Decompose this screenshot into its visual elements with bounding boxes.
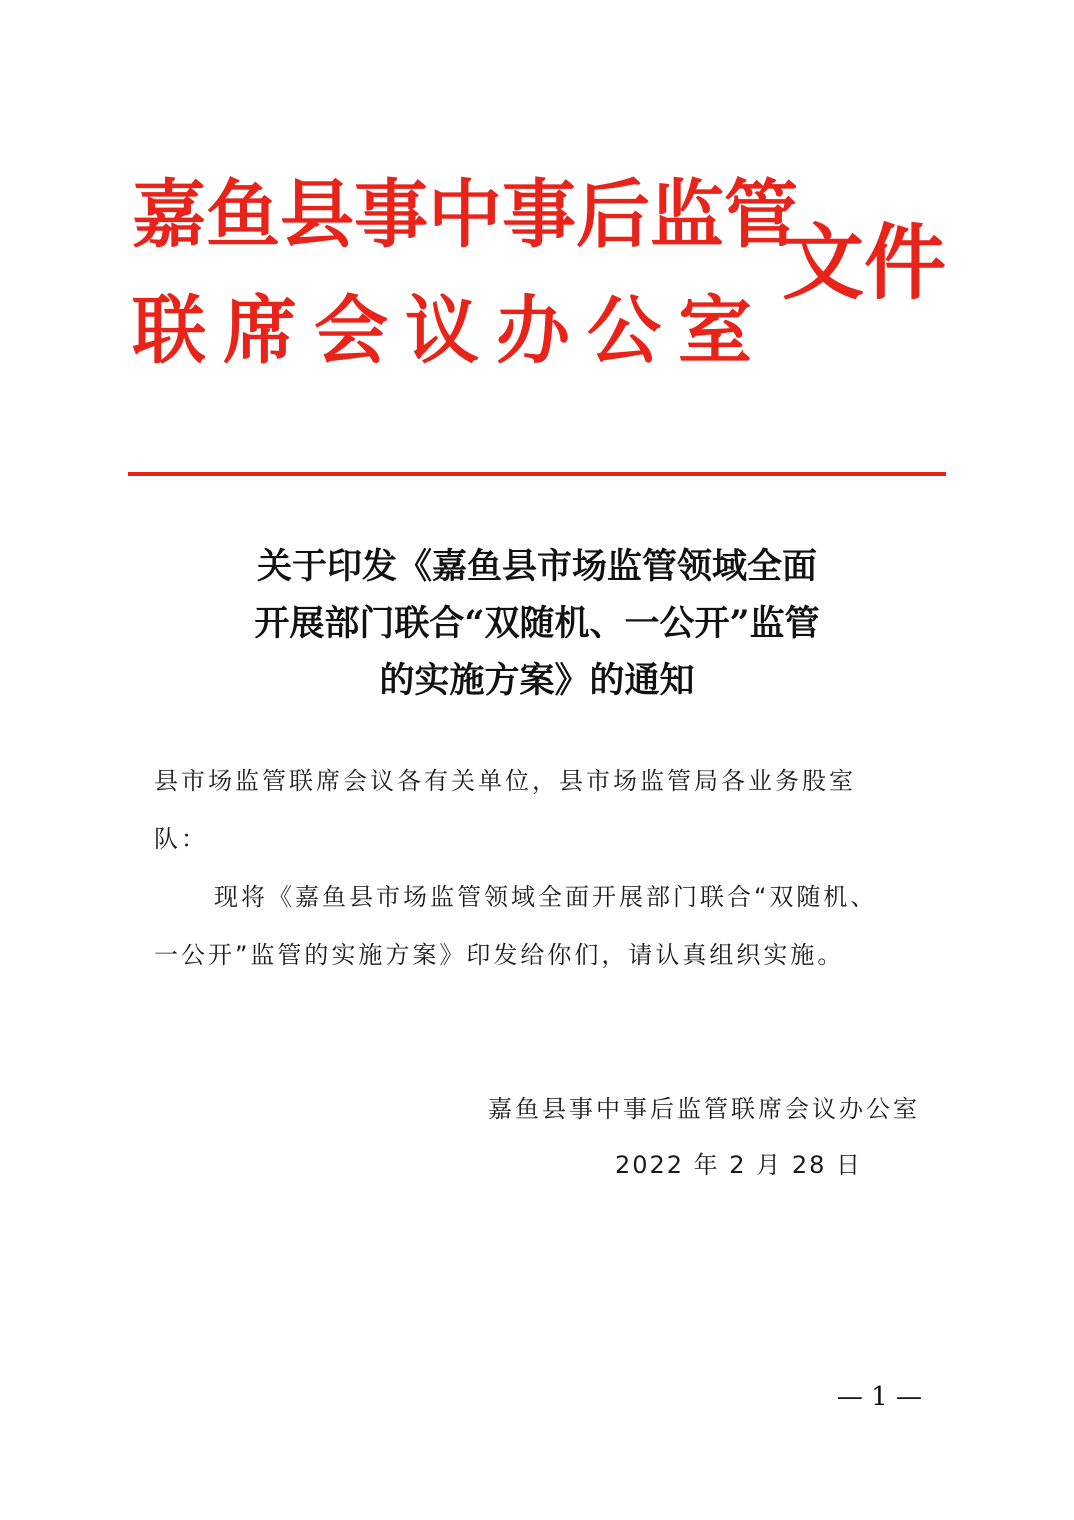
header-divider	[128, 472, 946, 476]
issuer-name-line-2: 联席会议办公室	[132, 288, 769, 374]
document-type-label: 文件	[782, 215, 947, 311]
document-header	[132, 172, 952, 402]
body-paragraph-line-1: 现将《嘉鱼县市场监管领域全面开展部门联合“双随机、	[214, 883, 878, 911]
salutation-line-2: 队：	[154, 825, 208, 853]
title-line-3: 的实施方案》的通知	[379, 660, 695, 701]
issuer-name-line-1: 嘉鱼县事中事后监管	[132, 172, 798, 258]
signoff-organization: 嘉鱼县事中事后监管联席会议办公室	[488, 1095, 920, 1123]
body-paragraph-line-2: 一公开”监管的实施方案》印发给你们，请认真组织实施。	[154, 941, 845, 969]
page-number: — 1 —	[836, 1382, 922, 1412]
signoff-date: 2022 年 2 月 28 日	[614, 1151, 862, 1179]
title-line-1: 关于印发《嘉鱼县市场监管领域全面	[256, 546, 817, 587]
salutation-line-1: 县市场监管联席会议各有关单位，县市场监管局各业务股室	[154, 767, 856, 795]
document-title	[130, 538, 944, 709]
title-line-2: 开展部门联合“双随机、一公开”监管	[254, 603, 820, 644]
